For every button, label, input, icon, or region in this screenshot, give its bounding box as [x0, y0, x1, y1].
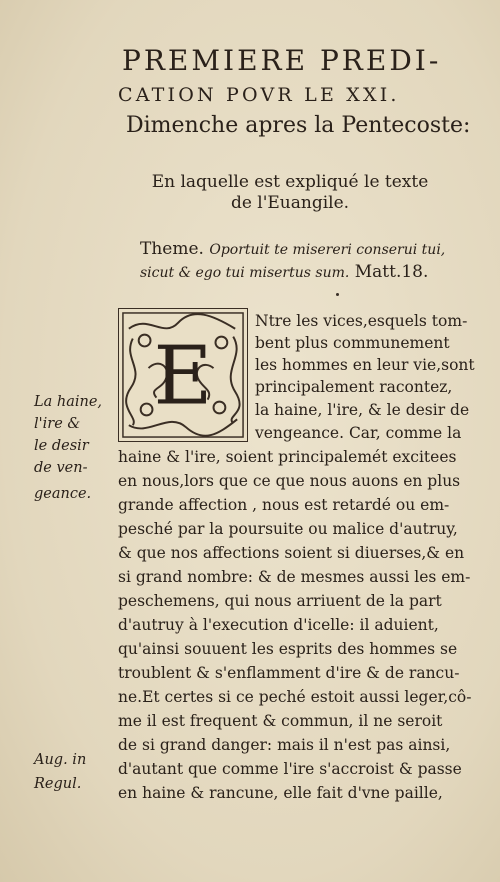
theme-line-2	[140, 262, 428, 282]
body-line: bent plus communement	[255, 334, 450, 352]
body-line: de si grand danger: mais il n'est pas ainsi,	[118, 736, 451, 754]
body-line: principalement racontez,	[255, 378, 453, 396]
subtitle-line-2: de l'Euangile.	[230, 193, 350, 213]
theme-latin-2: sicut & ego tui misertus sum.	[140, 265, 350, 281]
body-line: haine & l'ire, soient principalemét excitees	[118, 448, 457, 466]
initial-letter: E	[153, 329, 213, 424]
theme-latin-1: Oportuit te misereri conserui tui,	[209, 242, 446, 258]
theme-label: Theme.	[140, 239, 204, 259]
body-line: si grand nombre: & de mesmes aussi les em-	[118, 568, 471, 586]
body-line: en nous,lors que ce que nous auons en plus	[118, 472, 461, 490]
body-line: en haine & rancune, elle fait d'vne paille,	[118, 784, 443, 802]
margin-note-line: geance.	[34, 486, 92, 502]
margin-note-line: le desir	[34, 438, 89, 454]
floral-initial-icon	[119, 309, 247, 441]
margin-note-line: de ven-	[34, 460, 88, 476]
body-line: vengeance. Car, comme la	[255, 424, 462, 442]
body-line: d'autant que comme l'ire s'accroist & passe	[118, 760, 462, 778]
body-line: Ntre les vices,esquels tom-	[255, 312, 468, 330]
body-line: qu'ainsi souuent les esprits des hommes se	[118, 640, 458, 658]
ornament-dot	[336, 293, 339, 296]
body-line: ne.Et certes si ce peché estoit aussi leger,cô-	[118, 688, 472, 706]
body-line: pesché par la poursuite ou malice d'autruy,	[118, 520, 458, 538]
body-line: & que nos affections soient si diuerses,& en	[118, 544, 465, 562]
margin-note-line: Aug. in	[34, 752, 87, 768]
title-line-1: PREMIERE PREDI-	[122, 44, 442, 77]
subtitle-line-1: En laquelle est expliqué le texte	[151, 172, 429, 192]
body-line: troublent & s'enflamment d'ire & de rancu-	[118, 664, 460, 682]
body-line: la haine, l'ire, & le desir de	[255, 401, 470, 419]
body-line: me il est frequent & commun, il ne seroit	[118, 712, 443, 730]
margin-note-line: l'ire &	[34, 416, 81, 432]
margin-note-line: La haine,	[34, 394, 103, 410]
body-line: les hommes en leur vie,sont	[255, 356, 475, 374]
body-line: grande affection , nous est retardé ou em-	[118, 496, 450, 514]
theme-line-1	[140, 239, 445, 259]
decorated-initial	[118, 308, 248, 442]
body-line: d'autruy à l'execution d'icelle: il aduient,	[118, 616, 439, 634]
body-line: peschemens, qui nous arriuent de la part	[118, 592, 442, 610]
theme-reference: Matt.18.	[354, 262, 429, 282]
margin-note-line: Regul.	[34, 776, 82, 792]
title-line-3: Dimenche apres la Pentecoste:	[126, 113, 471, 138]
title-line-2: CATION POVR LE XXI.	[118, 84, 400, 106]
